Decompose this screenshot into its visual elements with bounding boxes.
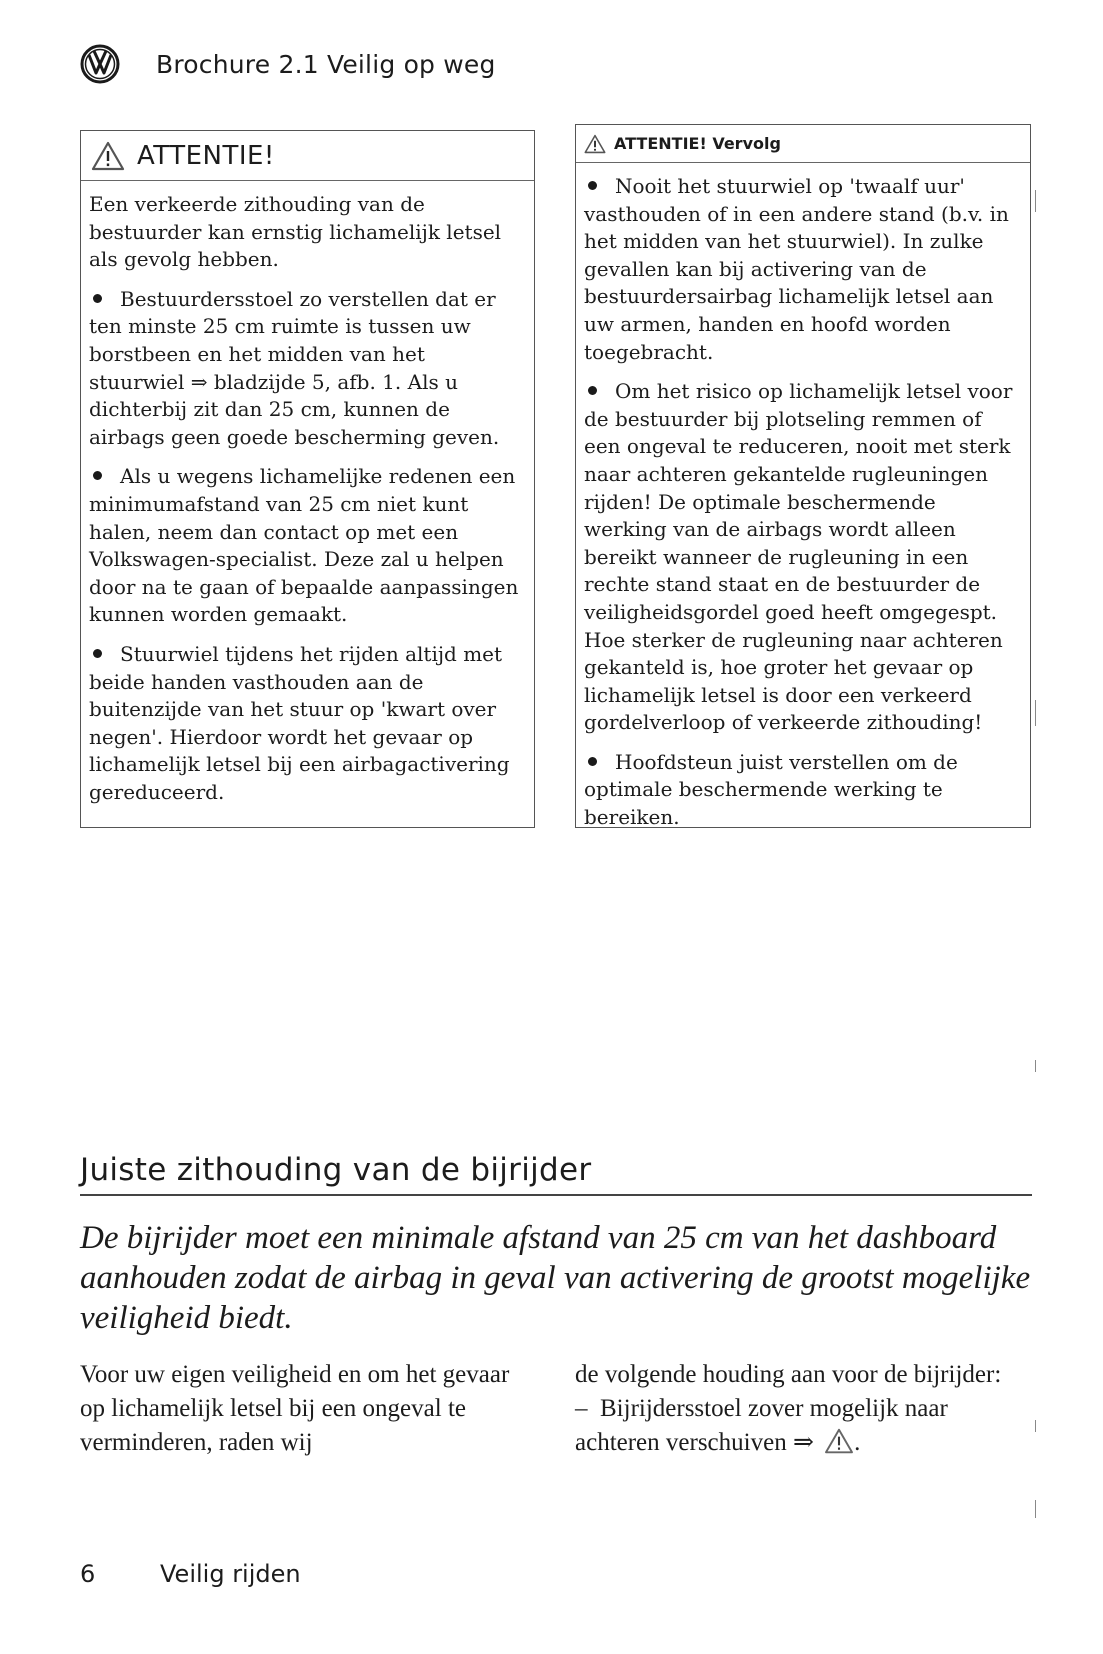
header-title: Brochure 2.1 Veilig op weg — [156, 49, 496, 79]
bullet-icon — [588, 386, 597, 395]
warning-bullet: Om het risico op lichamelijk letsel voor de bestuurder bij plotseling remmen of een ongeval te reduceren, nooit met sterk naar achteren gekantelde rugleuningen rijden! De optimale beschermende werking van de airbags wordt alleen bereikt wanneer de rugleuning in een rechte stand staat en de bestuurder de veiligheidsgordel goed heeft omgegespt. Hoe sterker de rugleuning naar achteren gekanteld is, hoe groter het gevaar op lichamelijk letsel is door een verkeerd gordelverloop of verkeerde zithouding! — [584, 379, 1013, 735]
page-footer — [80, 1560, 301, 1588]
section-title: Juiste zithouding van de bijrijder — [80, 1152, 1032, 1196]
warning-box-attentie-vervolg — [575, 124, 1031, 828]
warning-bullet: Stuurwiel tijdens het rijden altijd met beide handen vasthouden aan de buitenzijde van het stuur op 'kwart over negen'. Hierdoor wordt het gevaar op lichamelijk letsel bij een airbagactivering gereduceerd. — [89, 641, 510, 804]
bullet-icon — [93, 294, 102, 303]
scan-artifact — [1035, 1060, 1036, 1072]
warning-bullet: Als u wegens lichamelijke redenen een minimumafstand van 25 cm niet kunt halen, neem dan contact op met een Volkswagen-specialist. Deze zal u helpen door na te gaan of bepaalde aanpassingen kunnen worden gemaakt. — [89, 464, 519, 627]
scan-artifact — [1035, 1500, 1036, 1518]
warning-bullet: Bestuurdersstoel zo verstellen dat er ten minste 25 cm ruimte is tussen uw borstbeen en het midden van het stuurwiel ⇒ bladzijde 5, afb. 1. Als u dichterbij zit dan 25 cm, kunnen de airbags geen goede bescherming geven. — [89, 286, 500, 449]
warning-body — [81, 181, 534, 806]
vw-logo-icon — [80, 44, 120, 84]
bullet-icon — [588, 181, 597, 190]
warning-triangle-icon — [824, 1428, 854, 1454]
scan-artifact — [1035, 1420, 1036, 1432]
list-marker: – — [575, 1395, 588, 1422]
list-item — [575, 1392, 1035, 1460]
warning-box-attentie — [80, 130, 535, 828]
warning-triangle-icon — [584, 134, 606, 154]
scan-artifact — [1035, 190, 1036, 212]
chapter-title: Veilig rijden — [160, 1560, 301, 1588]
page-number: 6 — [80, 1560, 96, 1588]
list-item-text: Bijrijdersstoel zover mogelijk naar achteren verschuiven ⇒ — [575, 1395, 948, 1456]
section-lead: De bijrijder moet een minimale afstand van 25 cm van het dashboard aanhouden zodat de airbag in geval van activering de grootst mogelijke veiligheid biedt. — [80, 1220, 1031, 1336]
body-text-right — [575, 1358, 1035, 1460]
warning-bullet: Nooit het stuurwiel op 'twaalf uur' vasthouden of in een andere stand (b.v. in het midden van het stuurwiel). In zulke gevallen kan bij activering van de bestuurdersairbag lichamelijk letsel aan uw armen, handen en hoofd worden toegebracht. — [584, 174, 1009, 364]
warning-title: ATTENTIE! — [137, 140, 275, 171]
warning-intro: Een verkeerde zithouding van de bestuurder kan ernstig lichamelijk letsel als gevolg hebben. — [89, 192, 502, 272]
warning-box-header — [576, 125, 1030, 163]
warning-triangle-icon — [91, 141, 125, 171]
scan-artifact — [1035, 700, 1036, 726]
bullet-icon — [93, 649, 102, 658]
body-text-left: Voor uw eigen veiligheid en om het gevaar op lichamelijk letsel bij een ongeval te verminderen, raden wij — [80, 1361, 510, 1456]
warning-box-header — [81, 131, 534, 181]
list-item-suffix: . — [854, 1429, 861, 1456]
bullet-icon — [93, 471, 102, 480]
page-header — [80, 44, 496, 84]
body-text-continued: de volgende houding aan voor de bijrijder: — [575, 1361, 1002, 1388]
warning-body — [576, 163, 1030, 832]
warning-bullet: Hoofdsteun juist verstellen om de optimale beschermende werking te bereiken. — [584, 749, 958, 830]
bullet-icon — [588, 757, 597, 766]
warning-title: ATTENTIE! Vervolg — [614, 134, 781, 153]
